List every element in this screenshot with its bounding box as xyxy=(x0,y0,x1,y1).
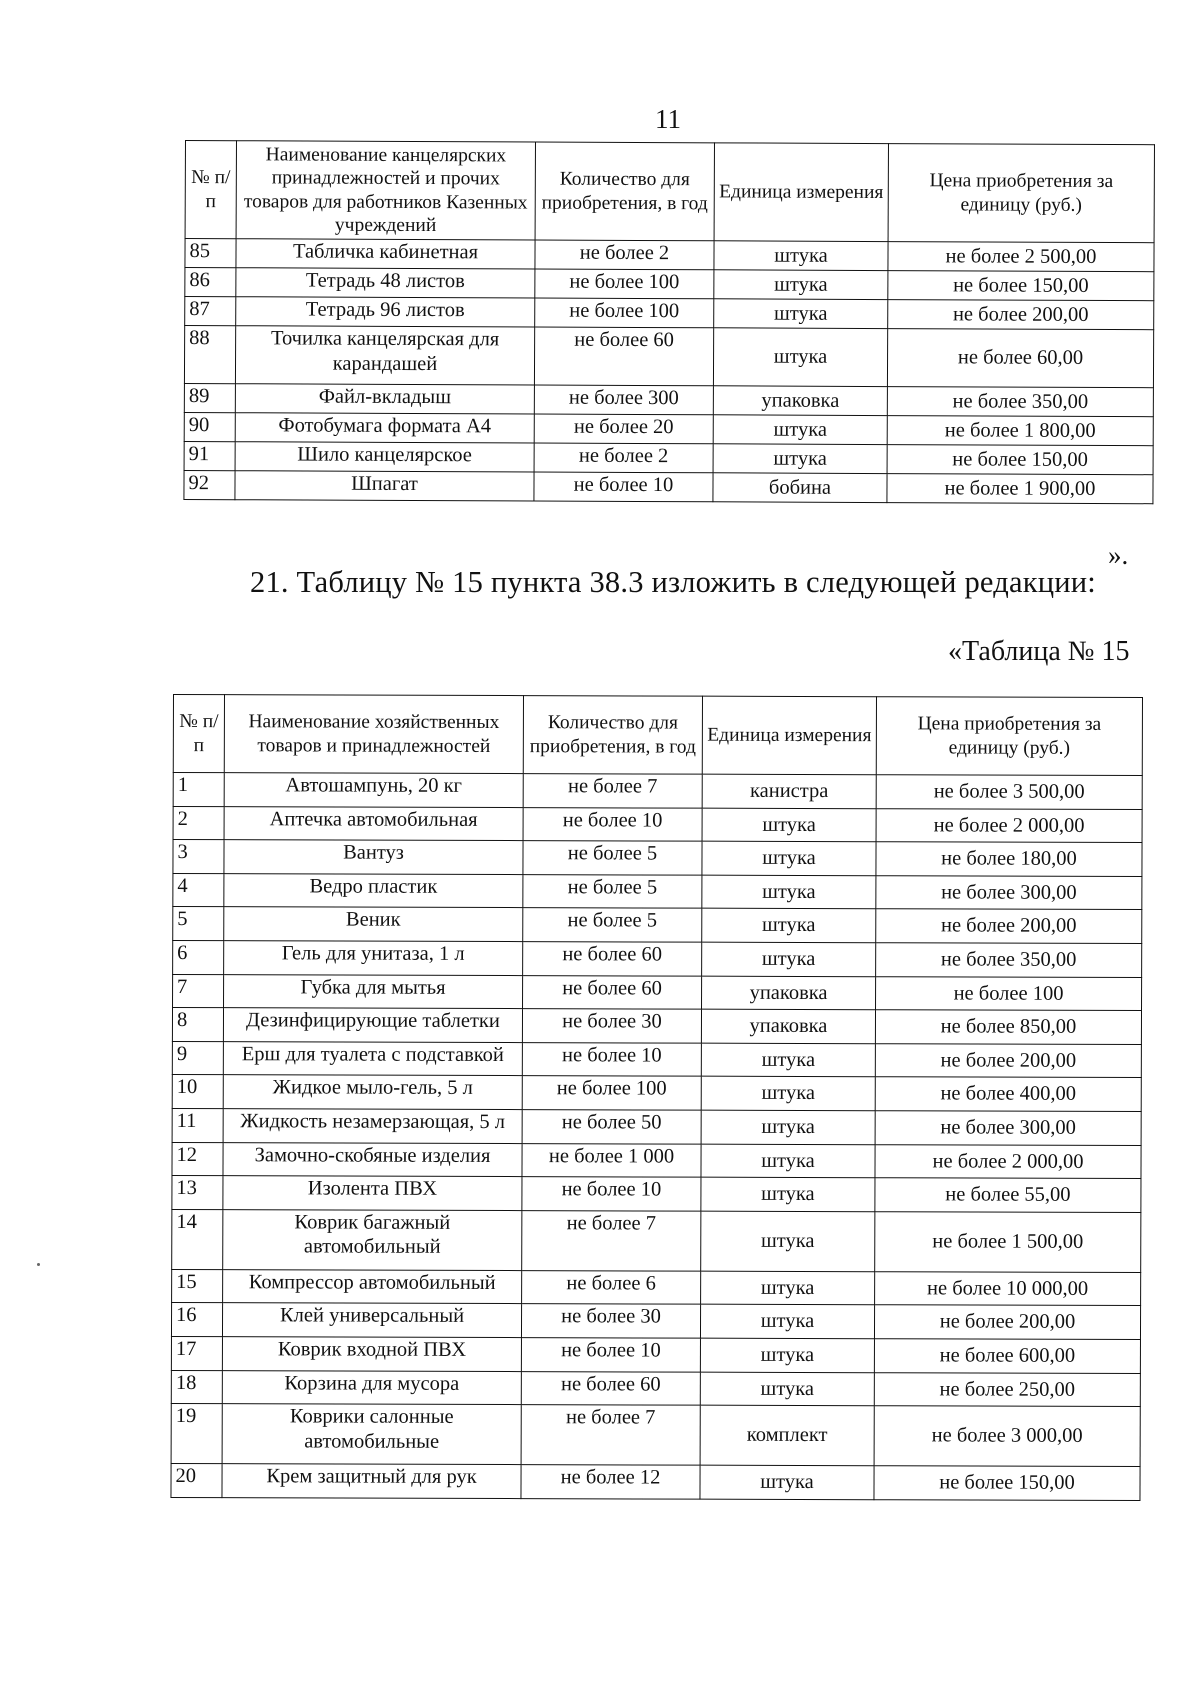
header-price: Цена приобретения за единицу (руб.) xyxy=(876,697,1142,776)
cell-num: 88 xyxy=(184,326,235,384)
cell-name: Ерш для туалета с подставкой xyxy=(223,1041,522,1076)
cell-name: Жидкое мыло-гель, 5 л xyxy=(223,1075,522,1110)
cell-unit: штука xyxy=(713,444,887,474)
cell-num: 89 xyxy=(184,383,235,412)
cell-price: не более 850,00 xyxy=(875,1010,1141,1044)
cell-unit: штука xyxy=(713,415,887,445)
cell-name: Фотобумага формата А4 xyxy=(235,413,534,443)
cell-num: 91 xyxy=(184,441,235,470)
cell-unit: штука xyxy=(713,328,887,387)
cell-num: 14 xyxy=(172,1209,223,1269)
cell-unit: штука xyxy=(702,942,876,976)
cell-name: Шило канцелярское xyxy=(235,442,534,472)
cell-name: Табличка кабинетная xyxy=(236,239,535,269)
cell-unit: упаковка xyxy=(702,976,876,1010)
cell-name: Дезинфицирующие таблетки xyxy=(223,1008,522,1043)
table-row xyxy=(172,1075,1141,1112)
cell-price: не более 250,00 xyxy=(874,1372,1140,1406)
cell-qty: не более 10 xyxy=(521,1338,700,1372)
cell-qty: не более 7 xyxy=(523,774,702,808)
cell-num: 4 xyxy=(173,873,224,907)
table-15-body xyxy=(171,773,1142,1501)
cell-unit: штука xyxy=(714,270,888,300)
table-row xyxy=(171,1303,1140,1340)
table-row xyxy=(172,1176,1141,1213)
table-row xyxy=(172,1041,1141,1078)
cell-qty: не более 300 xyxy=(534,385,713,415)
cell-name: Гель для унитаза, 1 л xyxy=(224,941,523,976)
cell-qty: не более 10 xyxy=(534,472,713,502)
cell-unit: штука xyxy=(714,241,888,271)
cell-price: не более 200,00 xyxy=(888,300,1154,330)
cell-name: Аптечка автомобильная xyxy=(224,806,523,841)
cell-num: 2 xyxy=(173,806,224,840)
table-14 xyxy=(183,140,1155,504)
cell-price: не более 1 900,00 xyxy=(887,474,1153,504)
cell-name: Изолента ПВХ xyxy=(223,1176,522,1211)
cell-num: 16 xyxy=(171,1303,222,1337)
cell-price: не более 150,00 xyxy=(888,271,1154,301)
cell-name: Жидкость незамерзающая, 5 л xyxy=(223,1109,522,1144)
cell-unit: канистра xyxy=(702,774,876,808)
cell-unit: штука xyxy=(701,1177,875,1211)
cell-price: не более 1 800,00 xyxy=(887,416,1153,446)
instruction-text: 21. Таблицу № 15 пункта 38.3 изложить в следующей редакции: xyxy=(250,565,1096,599)
table-row xyxy=(184,470,1153,503)
cell-name: Автошампунь, 20 кг xyxy=(224,773,523,808)
cell-price: не более 55,00 xyxy=(875,1178,1141,1212)
cell-price: не более 150,00 xyxy=(874,1466,1140,1500)
cell-num: 1 xyxy=(173,773,224,807)
cell-qty: не более 6 xyxy=(522,1270,701,1304)
cell-name: Коврики салонные автомобильные xyxy=(222,1404,521,1465)
cell-price: не более 3 500,00 xyxy=(876,775,1142,809)
cell-num: 17 xyxy=(171,1336,222,1370)
cell-num: 5 xyxy=(173,907,224,941)
cell-unit: штука xyxy=(700,1372,874,1406)
cell-unit: штука xyxy=(702,808,876,842)
cell-num: 18 xyxy=(171,1370,222,1404)
table-row xyxy=(184,383,1153,416)
cell-unit: штука xyxy=(700,1304,874,1338)
table-15 xyxy=(170,694,1143,1501)
cell-name: Тетрадь 48 листов xyxy=(236,268,535,298)
header-num: № п/п xyxy=(185,141,236,239)
cell-price: не более 10 000,00 xyxy=(875,1271,1141,1305)
cell-name: Тетрадь 96 листов xyxy=(236,297,535,327)
cell-price: не более 300,00 xyxy=(875,1111,1141,1145)
table-row xyxy=(171,1336,1140,1373)
cell-unit: штука xyxy=(701,1110,875,1144)
table-row xyxy=(172,1142,1141,1179)
cell-price: не более 1 500,00 xyxy=(875,1211,1141,1272)
cell-num: 8 xyxy=(172,1008,223,1042)
cell-name: Губка для мытья xyxy=(224,974,523,1009)
table-header-row xyxy=(173,695,1142,776)
cell-qty: не более 1 000 xyxy=(522,1143,701,1177)
cell-unit: штука xyxy=(701,1077,875,1111)
cell-num: 92 xyxy=(184,470,235,499)
cell-unit: штука xyxy=(702,841,876,875)
scan-speck xyxy=(37,1263,40,1266)
cell-num: 19 xyxy=(171,1404,222,1464)
cell-unit: штука xyxy=(702,875,876,909)
cell-name: Ведро пластик xyxy=(224,873,523,908)
cell-name: Веник xyxy=(224,907,523,942)
table-row xyxy=(173,907,1142,944)
cell-num: 3 xyxy=(173,840,224,874)
cell-qty: не более 20 xyxy=(534,414,713,444)
cell-num: 86 xyxy=(185,268,236,297)
cell-qty: не более 5 xyxy=(523,874,702,908)
cell-qty: не более 30 xyxy=(521,1304,700,1338)
cell-qty: не более 60 xyxy=(534,327,713,386)
cell-num: 13 xyxy=(172,1176,223,1210)
cell-qty: не более 7 xyxy=(522,1210,701,1271)
cell-qty: не более 10 xyxy=(522,1177,701,1211)
cell-unit: упаковка xyxy=(701,1009,875,1043)
cell-price: не более 200,00 xyxy=(874,1305,1140,1339)
cell-price: не более 2 000,00 xyxy=(876,808,1142,842)
table-row xyxy=(173,773,1142,810)
header-qty: Количество для приобретения, в год xyxy=(535,142,714,241)
cell-unit: штука xyxy=(701,1211,875,1272)
table-header-row xyxy=(185,141,1154,243)
table-row xyxy=(185,268,1154,301)
cell-qty: не более 60 xyxy=(523,942,702,976)
cell-name: Замочно-скобяные изделия xyxy=(223,1142,522,1177)
cell-qty: не более 60 xyxy=(521,1371,700,1405)
closing-quote: ». xyxy=(1108,540,1129,570)
header-price: Цена приобретения за единицу (руб.) xyxy=(888,144,1154,243)
table-row xyxy=(185,297,1154,330)
cell-unit: штука xyxy=(700,1465,874,1499)
table-row xyxy=(171,1404,1140,1467)
cell-qty: не более 10 xyxy=(522,1042,701,1076)
cell-price: не более 400,00 xyxy=(875,1077,1141,1111)
cell-price: не более 180,00 xyxy=(876,842,1142,876)
cell-name: Крем защитный для рук xyxy=(222,1464,521,1499)
cell-num: 9 xyxy=(172,1041,223,1075)
cell-price: не более 600,00 xyxy=(874,1339,1140,1373)
cell-unit: штука xyxy=(701,1271,875,1305)
cell-qty: не более 2 xyxy=(535,240,714,270)
table-row xyxy=(171,1464,1140,1501)
header-qty: Количество для приобретения, в год xyxy=(523,696,702,775)
cell-unit: штука xyxy=(700,1338,874,1372)
cell-price: не более 3 000,00 xyxy=(874,1406,1140,1467)
cell-qty: не более 100 xyxy=(535,269,714,299)
table-row xyxy=(185,239,1154,272)
cell-price: не более 300,00 xyxy=(876,875,1142,909)
table-row xyxy=(173,806,1142,843)
page-number: 11 xyxy=(655,104,681,134)
cell-price: не более 150,00 xyxy=(887,445,1153,475)
cell-qty: не более 5 xyxy=(523,908,702,942)
cell-name: Коврик багажный автомобильный xyxy=(223,1209,522,1270)
cell-unit: бобина xyxy=(713,473,887,503)
cell-price: не более 60,00 xyxy=(887,329,1153,388)
table-row xyxy=(184,326,1153,388)
header-unit: Единица измерения xyxy=(714,143,888,242)
table-row xyxy=(172,1209,1141,1272)
table-row xyxy=(184,441,1153,474)
table-row xyxy=(173,840,1142,877)
cell-name: Вантуз xyxy=(224,840,523,875)
cell-price: не более 350,00 xyxy=(876,943,1142,977)
table-row xyxy=(173,974,1142,1011)
table-row xyxy=(173,940,1142,977)
cell-price: не более 2 000,00 xyxy=(875,1144,1141,1178)
cell-num: 12 xyxy=(172,1142,223,1176)
cell-qty: не более 60 xyxy=(523,975,702,1009)
cell-price: не более 200,00 xyxy=(875,1043,1141,1077)
cell-num: 11 xyxy=(172,1108,223,1142)
cell-num: 6 xyxy=(173,940,224,974)
cell-qty: не более 5 xyxy=(523,841,702,875)
cell-qty: не более 30 xyxy=(522,1009,701,1043)
cell-price: не более 350,00 xyxy=(887,387,1153,417)
cell-name: Точилка канцелярская для карандашей xyxy=(235,326,534,385)
cell-unit: штука xyxy=(701,1144,875,1178)
cell-unit: упаковка xyxy=(713,386,887,416)
table-row xyxy=(184,412,1153,445)
cell-qty: не более 10 xyxy=(523,807,702,841)
table-caption: «Таблица № 15 xyxy=(948,636,1130,667)
header-num: № п/п xyxy=(173,695,224,773)
table-row xyxy=(171,1370,1140,1407)
cell-qty: не более 2 xyxy=(534,443,713,473)
table-14-body xyxy=(184,239,1154,504)
cell-name: Компрессор автомобильный xyxy=(223,1269,522,1304)
cell-qty: не более 50 xyxy=(522,1110,701,1144)
cell-name: Коврик входной ПВХ xyxy=(222,1337,521,1372)
cell-unit: штука xyxy=(714,299,888,329)
cell-name: Корзина для мусора xyxy=(222,1370,521,1405)
cell-qty: не более 12 xyxy=(521,1465,700,1499)
cell-qty: не более 7 xyxy=(521,1405,700,1466)
cell-name: Шпагат xyxy=(235,471,534,501)
cell-qty: не более 100 xyxy=(535,298,714,328)
cell-num: 10 xyxy=(172,1075,223,1109)
table-row xyxy=(172,1108,1141,1145)
table-row xyxy=(173,873,1142,910)
cell-unit: комплект xyxy=(700,1405,874,1466)
cell-unit: штука xyxy=(701,1043,875,1077)
cell-num: 20 xyxy=(171,1464,222,1498)
cell-name: Клей универсальный xyxy=(222,1303,521,1338)
cell-num: 90 xyxy=(184,412,235,441)
header-name: Наименование хозяйственных товаров и принадлежностей xyxy=(224,695,523,774)
cell-name: Файл-вкладыш xyxy=(235,384,534,414)
cell-num: 7 xyxy=(173,974,224,1008)
cell-price: не более 2 500,00 xyxy=(888,242,1154,272)
cell-price: не более 100 xyxy=(876,976,1142,1010)
cell-unit: штука xyxy=(702,909,876,943)
cell-num: 15 xyxy=(172,1269,223,1303)
table-row xyxy=(172,1269,1141,1306)
cell-qty: не более 100 xyxy=(522,1076,701,1110)
cell-price: не более 200,00 xyxy=(876,909,1142,943)
cell-num: 87 xyxy=(185,297,236,326)
header-unit: Единица измерения xyxy=(702,696,876,775)
cell-num: 85 xyxy=(185,239,236,268)
header-name: Наименование канцелярских принадлежностей и прочих товаров для работников Казенных учреждений xyxy=(236,141,535,240)
table-row xyxy=(172,1008,1141,1045)
